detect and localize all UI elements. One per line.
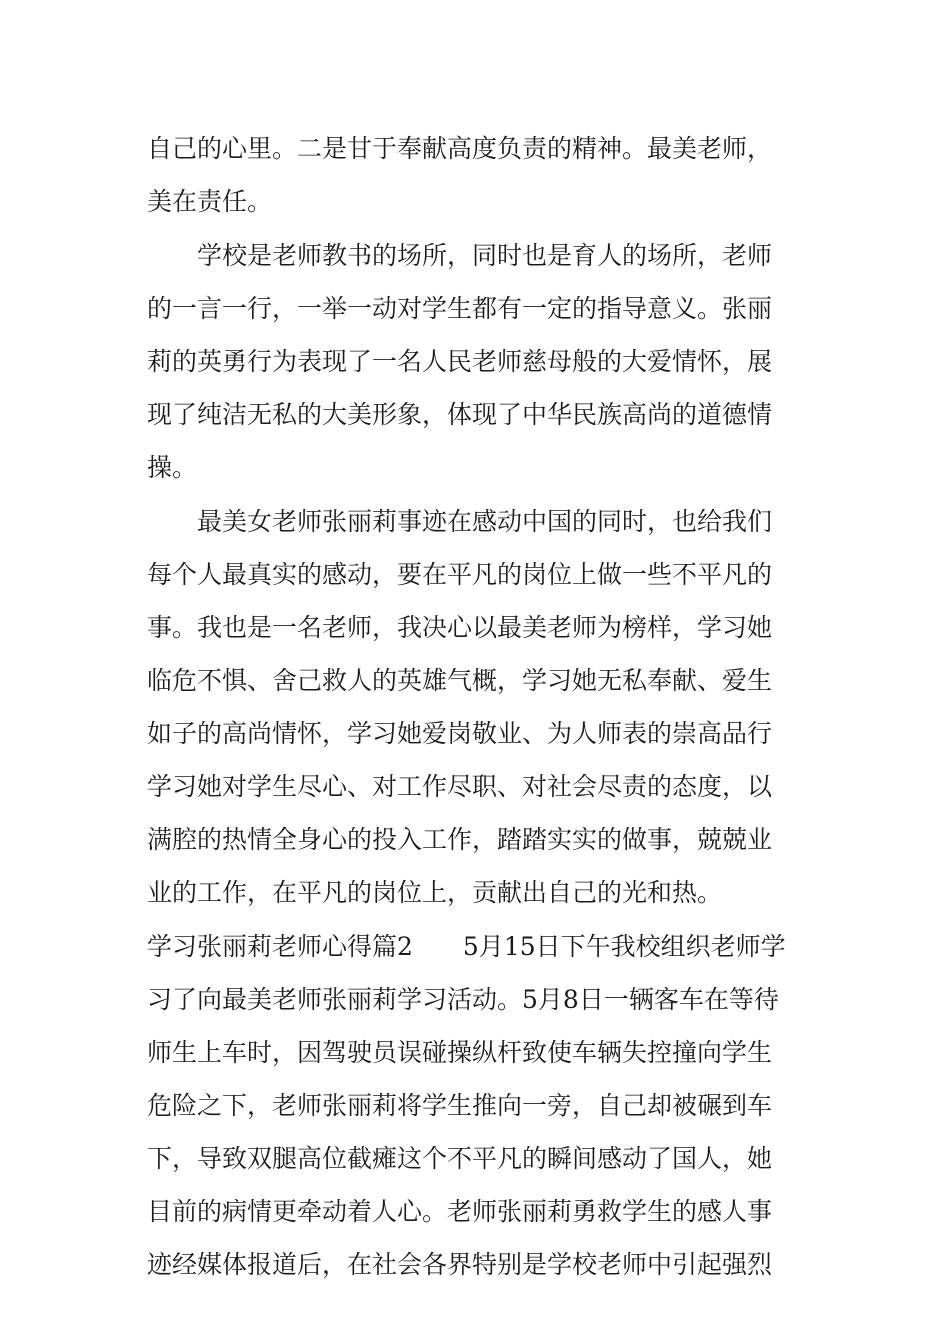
text-line: 下，导致双腿高位截瘫这个不平凡的瞬间感动了国人，她	[147, 1144, 773, 1173]
text-line: 事。我也是一名老师，我决心以最美老师为榜样，学习她	[147, 613, 773, 642]
section-heading-line: 学习张丽莉老师心得篇2 5月15日下午我校组织老师学	[147, 932, 786, 961]
text-line: 目前的病情更牵动着人心。老师张丽莉勇救学生的感人事	[147, 1197, 773, 1226]
text-line: 习了向最美老师张丽莉学习活动。5月8日一辆客车在等待	[147, 985, 779, 1014]
text-line: 每个人最真实的感动，要在平凡的岗位上做一些不平凡的	[147, 560, 773, 589]
text-line: 学校是老师教书的场所，同时也是育人的场所，老师	[147, 241, 773, 270]
text-line: 最美女老师张丽莉事迹在感动中国的同时，也给我们	[147, 507, 773, 536]
text-line: 美在责任。	[147, 187, 273, 216]
text-line: 迹经媒体报道后，在社会各界特别是学校老师中引起强烈	[147, 1250, 773, 1279]
text-line: 业的工作，在平凡的岗位上，贡献出自己的光和热。	[147, 878, 723, 907]
text-line: 如子的高尚情怀，学习她爱岗敬业、为人师表的崇高品行	[147, 719, 773, 748]
text-line: 现了纯洁无私的大美形象，体现了中华民族高尚的道德情	[147, 400, 773, 429]
text-line: 危险之下，老师张丽莉将学生推向一旁，自己却被碾到车	[147, 1091, 773, 1120]
text-line: 师生上车时，因驾驶员误碰操纵杆致使车辆失控撞向学生	[147, 1038, 773, 1067]
text-line: 自己的心里。二是甘于奉献高度负责的精神。最美老师，	[147, 134, 773, 163]
text-line: 学习她对学生尽心、对工作尽职、对社会尽责的态度，以	[147, 772, 773, 801]
document-body	[147, 122, 817, 1291]
text-line: 满腔的热情全身心的投入工作，踏踏实实的做事，兢兢业	[147, 825, 773, 854]
text-line: 莉的英勇行为表现了一名人民老师慈母般的大爱情怀，展	[147, 347, 773, 376]
text-line: 临危不惧、舍己救人的英雄气概，学习她无私奉献、爱生	[147, 666, 773, 695]
text-line: 的一言一行，一举一动对学生都有一定的指导意义。张丽	[147, 294, 773, 323]
text-line: 操。	[147, 453, 198, 482]
